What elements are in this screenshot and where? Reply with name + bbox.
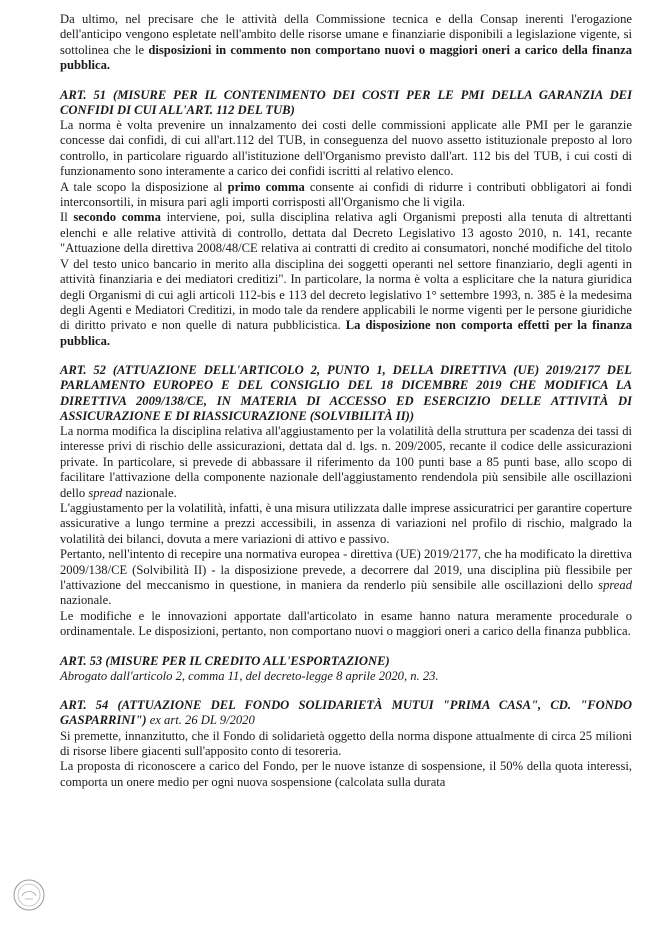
seal-stamp-icon [12,878,46,912]
art52-heading: ART. 52 (ATTUAZIONE DELL'ARTICOLO 2, PUNTO 1, DELLA DIRETTIVA (UE) 2019/2177 DEL PARLAMENTO EUROPEO E DEL CONSIGLIO DEL 18 DICEMBRE 2019 CHE MODIFICA LA DIRETTIVA 2009/138/CE, IN MATERIA DI ACCESSO ED ESERCIZIO DELLE ATTIVITÀ DI ASSICURAZIONE E DI RIASSICURAZIONE (SOLVIBILITÀ II)) [60,363,632,423]
art52-paragraph-1: La norma modifica la disciplina relativa all'aggiustamento per la volatilità della struttura per scadenza dei tassi di interesse privi di rischio delle assicurazioni, dettata dal d. lgs. n. 209/2005, recante il codice delle assicurazioni private. In particolare, si prevede di abbassare il riferimento da 100 punti base a 85 punti base, allo scopo di facilitare l'attivazione della componente nazionale dell'aggiustamento rendendola più sensibile alle oscillazioni dello spread nazionale. [60,423,632,500]
art51-paragraph-1: La norma è volta prevenire un innalzamento dei costi delle commissioni applicate alle PMI per le garanzie concesse dai confidi, di cui all'art.112 del TUB, in conseguenza del nuovo assetto istituzionale preposto al loro controllo, in particolare riguardo all'istituzione dell'Organismo previsto dall'art. 112 bis del TUB, i cui costi di funzionamento sono interamente a carico dei confidi iscritti al relativo elenco. [60,118,632,179]
art51-paragraph-3: Il secondo comma interviene, poi, sulla disciplina relativa agli Organismi preposti alla tenuta di altrettanti elenchi e alle relative attività di controllo, dettata dal Decreto Legislativo 13 agosto 2010, n. 141, recante "Attuazione della direttiva 2008/48/CE relativa ai contratti di credito ai consumatori, nonché modifiche del titolo V del testo unico bancario in merito alla disciplina dei soggetti operanti nel settore finanziario, degli agenti in attività finanziaria e dei mediatori creditizi". In particolare, la norma è volta a esplicitare che la natura giuridica degli Organismi di cui agli articoli 112-bis e 113 del decreto legislativo 1° settembre 1993, n. 385 è la medesima degli Agenti e Mediatori Creditizi, in modo tale da rendere applicabili le norme vigenti per le persone giuridiche di diritto privato e non quelle di natura pubblicistica. La disposizione non comporta effetti per la finanza pubblica. [60,210,632,348]
art54-paragraph-1: Si premette, innanzitutto, che il Fondo di solidarietà oggetto della norma dispone attualmente di circa 25 milioni di risorse libere giacenti sull'apposito conto di tesoreria. [60,728,632,759]
art51-heading: ART. 51 (MISURE PER IL CONTENIMENTO DEI COSTI PER LE PMI DELLA GARANZIA DEI CONFIDI DI CUI ALL'ART. 112 DEL TUB) [60,87,632,117]
art52-paragraph-4: Le modifiche e le innovazioni apportate dall'articolato in esame hanno natura meramente procedurale o ordinamentale. Le disposizioni, pertanto, non comportano nuovi o maggiori oneri a carico della finanza pubblica. [60,608,632,639]
art54-heading: ART. 54 (ATTUAZIONE DEL FONDO SOLIDARIETÀ MUTUI "PRIMA CASA", CD. "FONDO GASPARRINI") ex art. 26 DL 9/2020 [60,698,632,728]
intro-paragraph: Da ultimo, nel precisare che le attività della Commissione tecnica e della Consap inerenti l'erogazione dell'anticipo vengono espletate nell'ambito delle risorse umane e finanziarie disponibili a legislazione vigente, si sottolinea che le disposizioni in commento non comportano nuovi o maggiori oneri a carico della finanza pubblica. [60,12,633,73]
art54-paragraph-2: La proposta di riconoscere a carico del Fondo, per le nuove istanze di sospensione, il 50% della quota interessi, comporta un onere medio per ogni nuova sospensione (calcolata sulla durata [60,759,632,789]
art52-paragraph-2: L'aggiustamento per la volatilità, infatti, è una misura utilizzata dalle imprese assicuratrici per garantire coperture assicurative a lungo termine a prezzi accessibili, in assenza di variazioni nel profilo di rischio, malgrado la volatilità dei bilanci, dovuta a mere variazioni di attivo e passivo. [60,500,632,546]
art53-note: Abrogato dall'articolo 2, comma 11, del decreto-legge 8 aprile 2020, n. 23. [60,668,439,683]
art51-paragraph-2: A tale scopo la disposizione al primo comma consente ai confidi di ridurre i contributi obbligatori ai fondi interconsortili, in misura pari agli importi corrisposti all'Organismo che li vigila. [60,179,632,210]
art52-paragraph-3: Pertanto, nell'intento di recepire una normativa europea - direttiva (UE) 2019/2177, che ha modificato la direttiva 2009/138/CE (Solvibilità II) - la disposizione prevede, a decorrere dal 2019, una disciplina più flessibile per l'attivazione del meccanismo in questione, in maniera da renderlo più sensibile alle oscillazioni dello spread nazionale. [60,547,632,608]
document-page [60,12,632,790]
art53-heading: ART. 53 (MISURE PER IL CREDITO ALL'ESPORTAZIONE) [60,653,390,668]
intro-bold: disposizioni in commento non comportano nuovi o maggiori oneri a carico della finanza pubblica. [60,42,633,73]
